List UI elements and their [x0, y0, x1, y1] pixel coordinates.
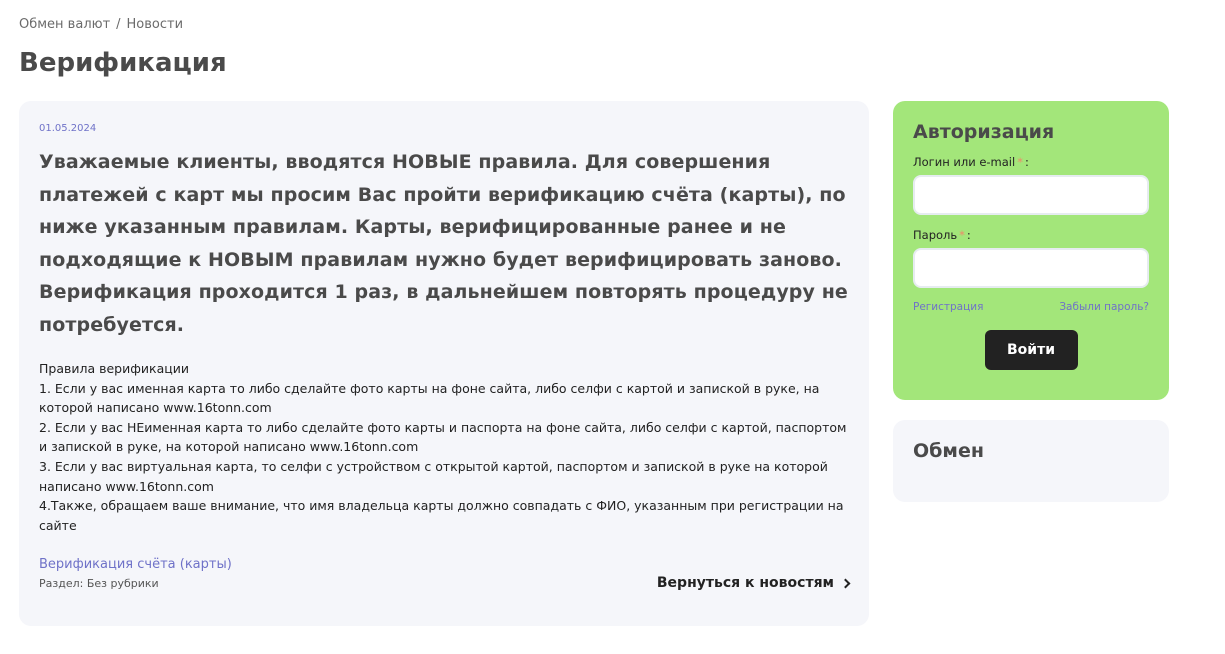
verify-card-link[interactable]: Верификация счёта (карты) — [39, 557, 232, 573]
rule-item-4: 4.Также, обращаем ваше внимание, что имя владельца карты должно совпадать с ФИО, указанным при регистрации на сайте — [39, 498, 844, 533]
breadcrumb — [19, 17, 183, 32]
login-input[interactable] — [913, 175, 1149, 215]
exchange-panel — [893, 420, 1169, 502]
article-category: Раздел: Без рубрики — [39, 577, 159, 590]
rule-item-1: 1. Если у вас именная карта то либо сделайте фото карты на фоне сайта, либо селфи с картой и запиской в руке, на которой написано www.16tonn.com — [39, 380, 820, 416]
rule-item-2: 2. Если у вас НЕименная карта то либо сделайте фото карты и паспорта на фоне сайта, либо селфи с картой, паспортом и запиской в руке, на которой написано www.16tonn.com — [39, 419, 847, 455]
auth-title: Авторизация — [913, 121, 1055, 143]
login-label: Логин или e-mail * : — [913, 155, 1029, 169]
back-to-news-link[interactable] — [657, 575, 849, 591]
register-link[interactable]: Регистрация — [913, 301, 984, 313]
forgot-password-link[interactable]: Забыли пароль? — [1059, 301, 1149, 313]
breadcrumb-item-news[interactable]: Новости — [126, 17, 184, 32]
news-article — [19, 101, 869, 626]
password-label: Пароль * : — [913, 228, 971, 242]
exchange-title: Обмен — [913, 440, 984, 462]
article-lead: Уважаемые клиенты, вводятся НОВЫЕ правила. Для совершения платежей с карт мы просим Вас пройти верификацию счёта (карты), по ниже указанным правилам. Карты, верифицированные ранее и не подходящие к НОВЫМ правилам нужно будет верифицировать заново. Верификация проходится 1 раз, в дальнейшем повторять процедуру не потребуется. — [39, 151, 848, 336]
rule-item-3: 3. Если у вас виртуальная карта, то селфи с устройством с открытой картой, паспортом и запиской в руке на которой написано www.16tonn.com — [39, 458, 828, 494]
back-to-news-label: Вернуться к новостям — [656, 575, 834, 591]
article-date: 01.05.2024 — [39, 123, 97, 134]
breadcrumb-separator: / — [116, 17, 121, 32]
verification-rules — [39, 359, 849, 535]
auth-panel — [893, 101, 1169, 400]
required-mark: * — [1017, 155, 1023, 169]
article-footer — [39, 573, 849, 603]
page-title: Верификация — [19, 48, 227, 78]
chevron-right-icon — [841, 578, 851, 588]
required-mark: * — [959, 228, 965, 242]
rules-title: Правила верификации — [39, 361, 189, 376]
auth-links — [913, 301, 1149, 313]
password-input[interactable] — [913, 248, 1149, 288]
breadcrumb-item-exchange[interactable]: Обмен валют — [19, 17, 111, 32]
login-button[interactable]: Войти — [985, 330, 1078, 370]
